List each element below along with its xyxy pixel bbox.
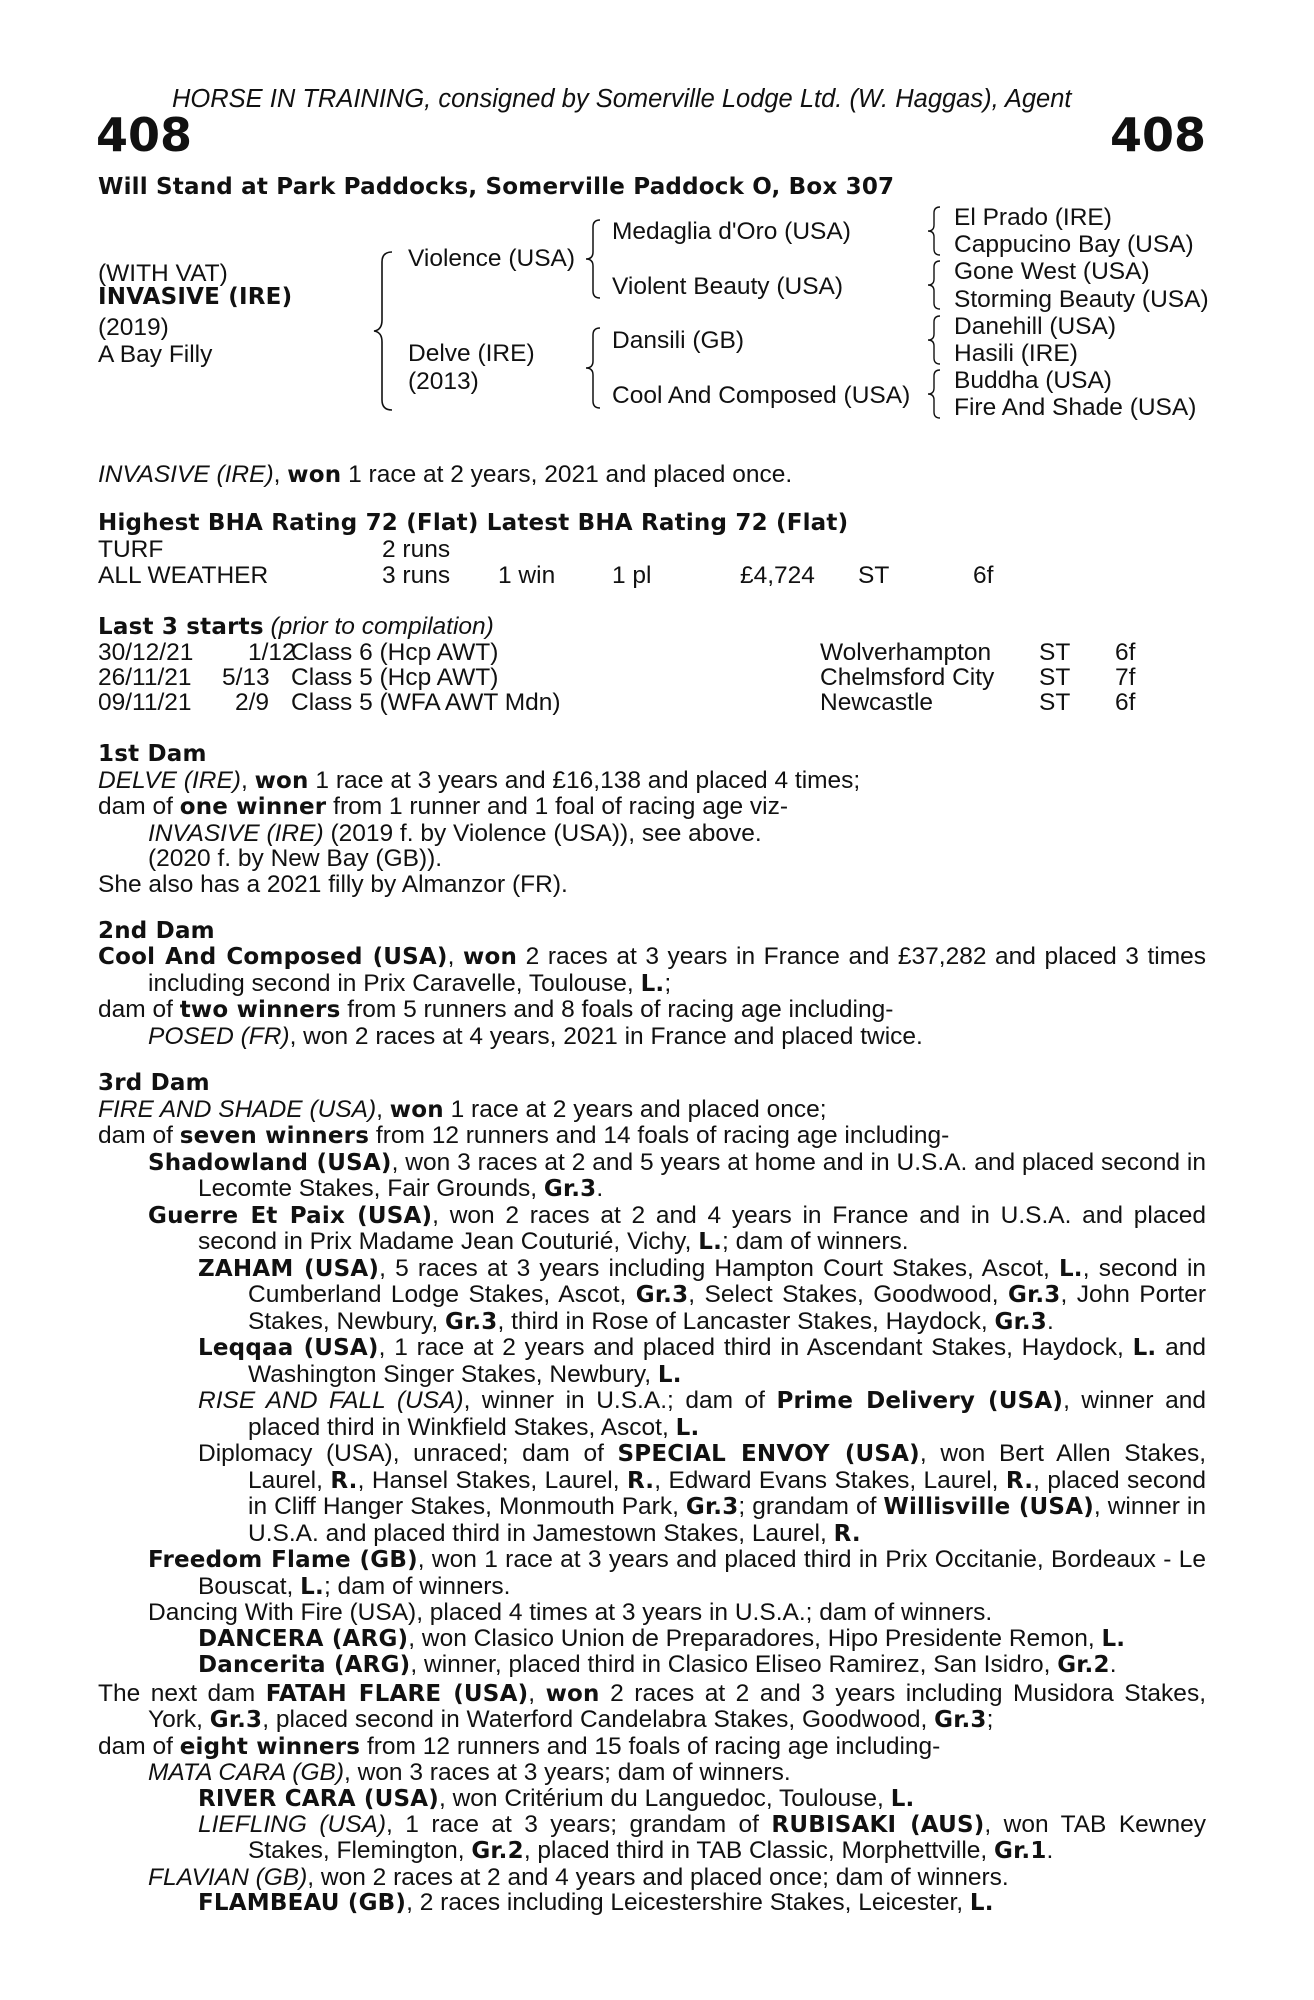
produce-entry: (2020 f. by New Bay (GB)). [148,845,443,872]
won-label: won [389,1096,444,1123]
text: . [1109,1651,1117,1678]
pedigree-brace-ds [926,314,944,366]
race-grade: Gr.3 [1007,1282,1061,1308]
race-grade: R. [626,1467,655,1494]
pedigree-dsd: Hasili (IRE) [954,340,1078,367]
won-label: won [545,1681,600,1707]
race-grade: Gr.1 [994,1838,1047,1865]
text: from 1 runner and 1 foal of racing age viz- [326,793,788,820]
race-grade: Gr.3 [934,1707,987,1734]
text: , second in Cumberland Lodge Stakes, Ascot, [248,1254,1207,1308]
pedigree-brace-dam [584,326,604,410]
produce-record: (2019 f. by Violence (USA)), see above. [323,819,762,847]
produce-entry [98,1203,1206,1256]
pedigree-dam-sire: Dansili (GB) [612,327,745,354]
start-course: Wolverhampton [820,639,992,666]
text: . [596,1175,604,1202]
produce-entry [98,1441,1206,1547]
race-grade: Gr.3 [543,1176,597,1202]
race-grade: Gr.2 [1057,1652,1110,1678]
produce-entry: Dancing With Fire (USA), placed 4 times at 3 years in U.S.A.; dam of winners. [148,1599,993,1626]
produce-name: RIVER CARA (USA) [198,1785,439,1812]
winners-count: two winners [179,997,341,1024]
dam-name: FATAH FLARE (USA) [265,1681,529,1707]
produce-record: , won 2 races at 4 years, 2021 in France and placed twice. [289,1022,923,1050]
start-position: 2/9 [235,689,270,716]
race-grade: Gr.3 [209,1707,263,1734]
produce-name: Prime Delivery (USA) [776,1388,1064,1414]
produce-entry [98,1812,1206,1865]
produce-entry [98,1786,1206,1812]
produce-entry [98,1335,1206,1388]
produce-name: RISE AND FALL (USA) [198,1387,464,1414]
start-distance: 6f [1115,689,1136,716]
text: 2 races at 2 and 3 years including Musidora Stakes, York, [148,1680,1206,1734]
text: . [1047,1307,1054,1335]
produce-name: POSED (FR) [148,1022,290,1050]
text: , third in Rose of Lancaster Stakes, Haydock, [497,1307,995,1335]
text: from 5 runners and 8 foals of racing age including- [340,996,894,1024]
text: , winner in U.S.A. and placed third in Jamestown Stakes, Laurel, [248,1493,1207,1547]
dam-name: DELVE (IRE) [98,766,241,794]
horse-year: (2019) [98,314,169,341]
race-grade: Gr.2 [471,1838,524,1865]
summary-horse-name: INVASIVE (IRE) [98,461,274,488]
pedigree-dam-dam: Cool And Composed (USA) [612,382,911,409]
second-dam-section: 2nd Dam Cool And Composed (USA), won 2 races at 3 years in France and £37,282 and placed 3 times including second in Prix Caravelle, Toulouse, L.; dam of two winners from 5 runners and 8 foals of racing age including- POSED (FR), won 2 races at 4 years, 2021 in France and placed twice. [98,918,1206,1050]
pedigree-sds: Gone West (USA) [954,258,1150,285]
text: , won TAB Kewney Stakes, Flemington, [248,1811,1206,1865]
dam-record: 1 race at 2 years and placed once; [443,1095,827,1123]
start-race: Class 5 (WFA AWT Mdn) [291,689,561,716]
produce-name: SPECIAL ENVOY (USA) [617,1441,920,1467]
pedigree-brace-ss [926,205,944,257]
text: , won Bert Allen Stakes, Laurel, [248,1440,1206,1494]
start-course: Chelmsford City [820,664,995,691]
text: dam of [98,793,180,820]
text: , winner and placed third in Winkfield Stakes, Ascot, [248,1387,1206,1441]
pedigree-sdd: Storming Beauty (USA) [954,286,1209,313]
produce-name: Dancerita (ARG) [198,1652,411,1678]
pedigree-ddd: Fire And Shade (USA) [954,394,1197,421]
start-going: ST [1039,689,1071,716]
race-grade: Gr.3 [444,1308,498,1335]
record-wins: 1 win [498,562,556,589]
next-dam-section [98,1681,1206,1917]
produce-entry [98,1388,1206,1441]
produce-name: Shadowland (USA) [148,1149,392,1176]
third-dam-section: 3rd Dam FIRE AND SHADE (USA), won 1 race at 2 years and placed once; dam of seven winners from 12 runners and 14 foals of racing age including- Shadowland (USA), won 3 races at 2 and 5 years at home and in U.S.A. and placed second in Lecomte Stakes, Fair Grounds, Gr.3. Guerre Et Paix (USA), won 2 races at 2 and 4 years in France and in U.S.A. and placed second in Prix Madame Jean Couturié, Vichy, L.; dam of winners. ZAHAM (USA), 5 races at 3 years including Hampton Court Stakes, Ascot, L., second in Cumberland Lodge Stakes, Ascot, Gr.3, Select Stakes, Goodwood, Gr.3, John Porter Stakes, Newbury, Gr.3, third in Rose of Lancaster Stakes, Haydock, Gr.3. Leqqaa (USA), 1 race at 2 years and placed third in Ascendant Stakes, Haydock, L. and Washington Singer Stakes, Newbury, L. RISE AND FALL (USA), winner in U.S.A.; dam of Prime Delivery (USA), winner and placed third in Winkfield Stakes, Ascot, L. Diplomacy (USA), unraced; dam of SPECIAL ENVOY (USA), won Bert Allen Stakes, Laurel, R., Hansel Stakes, Laurel, R., Edward Evans Stakes, Laurel, R., placed second in Cliff Hanger Stakes, Monmouth Park, Gr.3; grandam of Willisville (USA), winner in U.S.A. and placed third in Jamestown Stakes, Laurel, R. Freedom Flame (GB), won 1 race at 3 years and placed third in Prix Occitanie, Bordeaux - Le Bouscat, L.; dam of winners. Dancing With Fire (USA), placed 4 times at 3 years in U.S.A.; dam of winners. DANCERA (ARG), won Clasico Union de Preparadores, Hipo Presidente Remon, L. Dancerita (ARG), winner, placed third in Clasico Eliseo Ramirez, San Isidro, Gr.2. [98,1070,1207,1678]
won-label: won [254,767,309,794]
record-runs: 2 runs [382,536,451,563]
lot-number-right: 408 [1109,108,1206,162]
start-date: 30/12/21 [98,639,194,666]
start-race: Class 6 (Hcp AWT) [291,639,499,666]
dam-record: 1 race at 3 years and £16,138 and placed 4 times; [308,766,861,794]
race-grade: L. [698,1229,723,1255]
race-grade: L. [1101,1625,1126,1652]
produce-name: DANCERA (ARG) [198,1625,409,1652]
pedigree-brace-dd [926,368,944,420]
vat-note: (WITH VAT) [98,260,228,287]
stand-location: Will Stand at Park Paddocks, Somerville Paddock O, Box 307 [98,174,895,200]
text: . [1046,1837,1054,1865]
record-distance: 6f [973,562,994,589]
race-grade: R. [330,1467,358,1494]
race-grade: L. [890,1785,915,1812]
text: , placed second in Waterford Candelabra Stakes, Goodwood, [262,1706,935,1734]
text: , placed second in Cliff Hanger Stakes, Monmouth Park, [248,1466,1207,1520]
pedigree-sire: Violence (USA) [408,245,576,272]
text: , Edward Evans Stakes, Laurel, [654,1466,1006,1494]
pedigree-dss: Danehill (USA) [954,313,1117,340]
last-starts-note: (prior to compilation) [263,613,494,640]
record-surface: TURF [98,536,164,563]
start-distance: 7f [1115,664,1136,691]
produce-entry [98,1150,1206,1203]
last-starts-title: Last 3 starts [98,614,264,640]
text: from 12 runners and 15 foals of racing age including- [360,1732,941,1760]
consignment-line: HORSE IN TRAINING, consigned by Somerville Lodge Ltd. (W. Haggas), Agent [172,85,1072,113]
text: The next dam [98,1680,266,1707]
produce-entry [98,1890,1206,1916]
race-summary: INVASIVE (IRE), won 1 race at 2 years, 2021 and placed once. [98,461,793,488]
horse-description: A Bay Filly [98,341,213,368]
race-grade: R. [833,1520,861,1547]
text: , John Porter Stakes, Newbury, [248,1281,1207,1335]
start-distance: 6f [1115,639,1136,666]
pedigree-brace-main [372,250,396,412]
text: dam of [98,1732,180,1760]
text: , Hansel Stakes, Laurel, [357,1466,627,1494]
text: , 5 races at 3 years including Hampton Court Stakes, Ascot, [379,1254,1059,1282]
produce-record: , won 2 races at 2 and 4 years in France and in U.S.A. and placed second in Prix Madame Jean Couturié, Vichy, [198,1201,1206,1255]
produce-entry [98,1256,1206,1336]
produce-name: MATA CARA (GB) [148,1759,344,1787]
winners-count: seven winners [179,1123,370,1149]
race-grade: Gr.3 [635,1282,689,1308]
start-going: ST [1039,639,1071,666]
dam-name: FIRE AND SHADE (USA) [98,1095,377,1123]
produce-record: , 2 races including Leicestershire Stakes, Leicester, [406,1889,970,1917]
horse-name: INVASIVE (IRE) [98,284,293,310]
text: , Select Stakes, Goodwood, [688,1281,1008,1308]
start-course: Newcastle [820,689,934,716]
race-grade: R. [1005,1467,1034,1494]
record-places: 1 pl [612,562,652,589]
produce-record: , won 1 race at 3 years and placed third in Prix Occitanie, Bordeaux - Le Bouscat, [198,1546,1206,1600]
race-grade: Gr.3 [685,1494,739,1520]
pedigree-dam-year: (2013) [408,368,479,395]
produce-name: ZAHAM (USA) [198,1255,380,1282]
text: dam of [98,996,180,1024]
first-dam-heading: 1st Dam [98,741,207,767]
text: Diplomacy (USA), unraced; dam of [198,1440,618,1467]
text: ; dam of winners. [722,1228,909,1255]
record-surface: ALL WEATHER [98,562,269,589]
start-date: 09/11/21 [98,689,192,716]
summary-won: won [287,462,342,488]
produce-name: Leqqaa (USA) [198,1335,379,1361]
first-dam-section: 1st Dam DELVE (IRE), won 1 race at 3 years and £16,138 and placed 4 times; dam of one winner from 1 runner and 1 foal of racing age viz- INVASIVE (IRE) (2019 f. by Violence (USA)), see above. (2020 f. by New Bay (GB)). She also has a 2021 filly by Almanzor (FR). [98,742,1206,897]
race-grade: L. [300,1573,324,1600]
text: ; [664,969,672,997]
produce-name: Guerre Et Paix (USA) [148,1202,433,1229]
record-runs: 3 runs [382,562,451,589]
produce-note: She also has a 2021 filly by Almanzor (FR). [98,870,568,898]
produce-entry [98,1652,1206,1679]
dam-name: Cool And Composed (USA) [98,944,448,971]
race-grade: L. [969,1890,994,1917]
rating-heading: Highest BHA Rating 72 (Flat) Latest BHA Rating 72 (Flat) [98,510,849,536]
text: ; grandam of [738,1493,884,1520]
produce-record: , won 2 races at 2 and 4 years and placed once; dam of winners. [307,1863,1009,1891]
text: ; dam of winners. [323,1572,511,1600]
text: , winner in U.S.A.; dam of [463,1387,777,1414]
produce-name: Freedom Flame (GB) [148,1547,418,1573]
text: dam of [98,1122,180,1149]
text: , 1 race at 3 years; grandam of [386,1811,772,1839]
produce-entry [98,1865,1206,1890]
text: , [528,1680,546,1707]
start-going: ST [1039,664,1071,691]
summary-text: 1 race at 2 years, 2021 and placed once. [341,461,793,488]
pedigree-ssd: Cappucino Bay (USA) [954,231,1194,258]
produce-name: RUBISAKI (AUS) [771,1812,985,1839]
text: ; [986,1706,994,1734]
start-position: 1/12 [248,639,296,666]
lot-number-left: 408 [96,108,193,162]
record-prize: £4,724 [740,562,815,589]
won-label: won [463,944,518,971]
last-starts-heading [98,614,494,640]
text: , 1 race at 2 years and placed third in Ascendant Stakes, Haydock, [378,1334,1133,1361]
race-grade: Gr.3 [994,1308,1047,1335]
third-dam-heading: 3rd Dam [98,1070,210,1096]
pedigree-brace-sire [584,218,604,300]
start-date: 26/11/21 [98,664,192,691]
produce-name: LIEFLING (USA) [198,1811,387,1839]
text: , placed third in TAB Classic, Morphettville, [523,1837,995,1865]
pedigree-sire-sire: Medaglia d'Oro (USA) [612,218,851,245]
race-grade: L. [1058,1255,1083,1282]
produce-record: , won 3 races at 3 years; dam of winners. [344,1759,791,1787]
text: and Washington Singer Stakes, Newbury, [248,1334,1207,1388]
winners-count: one winner [179,794,327,820]
dam-record: 2 races at 3 years in France and £37,282 and placed 3 times including second in Prix Caravelle, Toulouse, [148,943,1206,997]
pedigree-dam: Delve (IRE) [408,340,535,367]
winners-count: eight winners [179,1733,361,1760]
produce-name: FLAMBEAU (GB) [198,1890,407,1917]
text: from 12 runners and 14 foals of racing age including- [369,1122,950,1149]
produce-record: , won 3 races at 2 and 5 years at home and in U.S.A. and placed second in Lecomte Stakes, Fair Grounds, [198,1148,1206,1202]
produce-record: , won Clasico Union de Preparadores, Hipo Presidente Remon, [408,1624,1102,1652]
race-grade: L. [1132,1335,1157,1361]
pedigree-sss: El Prado (IRE) [954,204,1112,231]
start-race: Class 5 (Hcp AWT) [291,664,499,691]
pedigree-dds: Buddha (USA) [954,367,1112,394]
produce-name: Willisville (USA) [883,1494,1094,1520]
race-grade: L. [657,1361,682,1388]
produce-record: , winner, placed third in Clasico Eliseo Ramirez, San Isidro, [410,1651,1058,1678]
race-grade: L. [675,1414,700,1441]
start-position: 5/13 [222,664,270,691]
produce-name: INVASIVE (IRE) [148,819,324,847]
produce-record: , won Critérium du Languedoc, Toulouse, [438,1784,891,1812]
produce-entry [98,1547,1206,1600]
pedigree-brace-sd [926,259,944,311]
next-dam-entry [98,1681,1206,1734]
produce-entry [98,1760,1206,1785]
race-grade: L. [640,970,665,997]
produce-entry [98,1626,1206,1653]
produce-name: FLAVIAN (GB) [148,1863,308,1891]
second-dam-heading: 2nd Dam [98,918,215,944]
record-going: ST [858,562,890,589]
pedigree-sire-dam: Violent Beauty (USA) [612,273,844,300]
